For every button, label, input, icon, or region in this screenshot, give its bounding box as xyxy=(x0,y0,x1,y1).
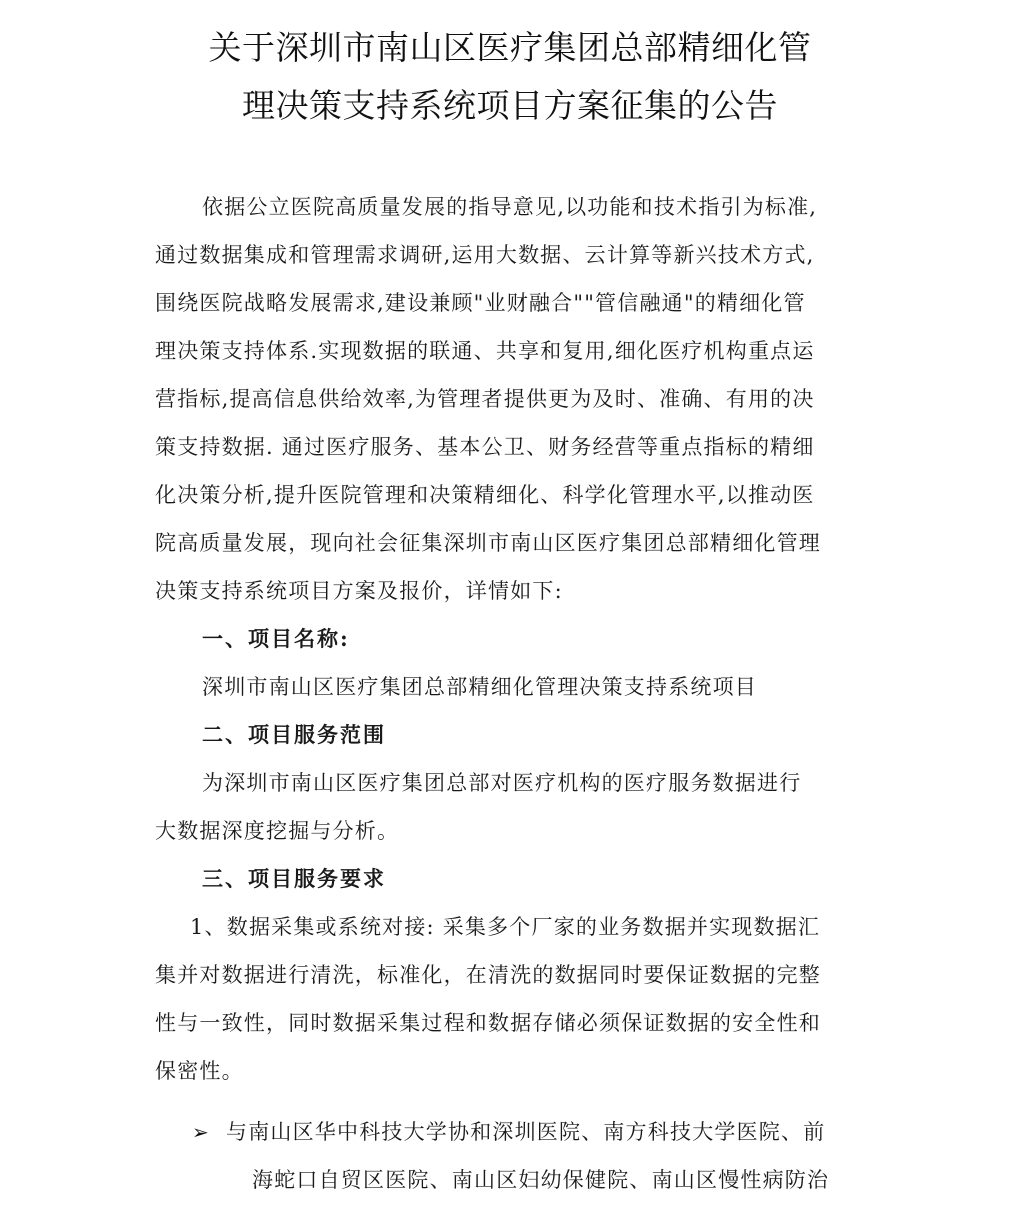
intro-line-5: 营指标,提高信息供给效率,为管理者提供更为及时、准确、有用的决 xyxy=(155,387,815,411)
section-3-item-1-line-3: 性与一致性，同时数据采集过程和数据存储必须保证数据的安全性和 xyxy=(155,1011,821,1035)
document-title-line-2: 理决策支持系统项目方案征集的公告 xyxy=(242,86,778,125)
intro-line-6: 策支持数据. 通过医疗服务、基本公卫、财务经营等重点指标的精细 xyxy=(155,435,815,459)
intro-line-3: 围绕医院战略发展需求,建设兼顾"业财融合""管信融通"的精细化管 xyxy=(155,291,806,315)
section-3-item-1-line-4: 保密性。 xyxy=(155,1059,244,1083)
bullet-line-2: 海蛇口自贸区医院、南山区妇幼保健院、南山区慢性病防治 xyxy=(252,1168,830,1192)
section-1-text: 深圳市南山区医疗集团总部精细化管理决策支持系统项目 xyxy=(202,675,757,699)
section-2-heading: 二、项目服务范围 xyxy=(202,722,386,747)
bullet-line-1: 与南山区华中科技大学协和深圳医院、南方科技大学医院、前 xyxy=(226,1120,826,1144)
section-2-line-1: 为深圳市南山区医疗集团总部对医疗机构的医疗服务数据进行 xyxy=(202,771,802,795)
intro-line-8: 院高质量发展，现向社会征集深圳市南山区医疗集团总部精细化管理 xyxy=(155,531,821,555)
intro-line-1: 依据公立医院高质量发展的指导意见,以功能和技术指引为标准, xyxy=(202,195,818,219)
intro-line-7: 化决策分析,提升医院管理和决策精细化、科学化管理水平,以推动医 xyxy=(155,483,815,507)
intro-line-9: 决策支持系统项目方案及报价，详情如下: xyxy=(155,579,563,603)
section-3-heading: 三、项目服务要求 xyxy=(202,866,386,891)
intro-line-4: 理决策支持体系.实现数据的联通、共享和复用,细化医疗机构重点运 xyxy=(155,339,815,363)
document-title-line-1: 关于深圳市南山区医疗集团总部精细化管 xyxy=(208,28,812,67)
section-3-item-1-line-1: 1、数据采集或系统对接: 采集多个厂家的业务数据并实现数据汇 xyxy=(190,915,821,939)
section-1-heading: 一、项目名称: xyxy=(202,626,350,651)
section-3-item-1-line-2: 集并对数据进行清洗，标准化，在清洗的数据同时要保证数据的完整 xyxy=(155,963,821,987)
section-2-line-2: 大数据深度挖掘与分析。 xyxy=(155,819,400,843)
arrow-bullet-icon: ➢ xyxy=(192,1120,209,1144)
intro-line-2: 通过数据集成和管理需求调研,运用大数据、云计算等新兴技术方式, xyxy=(155,243,815,267)
